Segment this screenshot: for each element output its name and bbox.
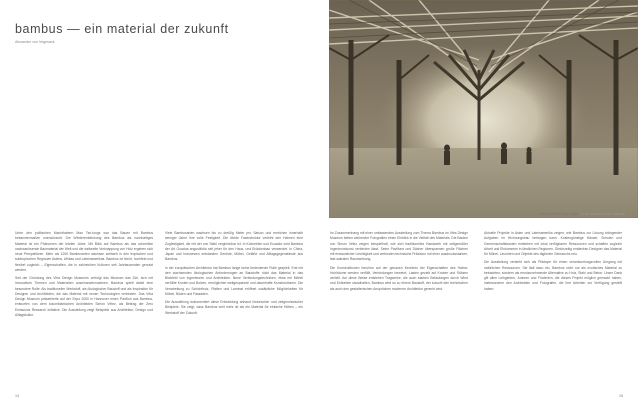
- author-byline: Alexander von Vegesack: [15, 40, 55, 44]
- paragraph: Aktuelle Projekte in Asien und Lateinamerika zeigen, wie Bambus zur Lösung drängender Aufgaben im Wohnungsbau beitragen kann. Kostengünstige Häuser, Schulen und Gemeinschaftsbauten entstehen mit lokal verfügbaren Ressourcen und schaffen zugleich Arbeit und Einkommen in ländlichen Regionen. Gleichzeitig entdecken Designer das Material für Möbel, Leuchten und Objekte des täglichen Gebrauchs neu.: [484, 231, 622, 256]
- bamboo-pavilion-photo: [329, 0, 638, 218]
- photo-credit: Credit: Alexandra von Vegesack: [579, 212, 625, 216]
- photo-caption: [540, 212, 625, 216]
- paragraph: Im Zusammenhang mit einer umfassenden Ausstellung zum Thema Bambus im Vitra Design Museum bieten zahlreiche Fotografien einen Einblick in die Vielfalt des Materials. Die Bauten von Simón Vélez zeigen beispielhaft, wie sich traditionelles Handwerk mit zeitgemäßer Ingenieurskunst verbinden lässt. Seine Pavillons und Dächer überspannen große Flächen mit erstaunlicher Leichtigkeit und verbinden technische Präzision mit einer ausdrucksstarken, fast sakralen Raumwirkung.: [330, 231, 468, 262]
- paragraph: In der europäischen Architektur hat Bambus lange keine bedeutende Rolle gespielt. Erst mit den wachsenden ökologischen Anforderungen an Baustoffe rückt das Material in das Blickfeld von Ingenieuren und Architekten. Neue Verbindungstechniken, etwa mit Mörtel verfüllte Knoten und Bolzen, ermöglichen weitgespannte und dauerhafte Konstruktionen. Die Verarbeitung zu Schichtholz, Platten und Laminat eröffnet zusätzliche Möglichkeiten für Möbel, Böden und Fassaden.: [165, 265, 303, 296]
- paragraph: Die Konstruktionen beruhen auf der genauen Kenntnis der Eigenschaften des Halms: Hohlräume werden verfüllt, Verbindungen bewehrt, Lasten gezielt auf Knoten und Stützen verteilt. Auf diese Weise entstehen Tragwerke, die auch starken Belastungen durch Wind und Erdbeben standhalten. Bambus wird so zu einem Baustoff, der sowohl den technischen als auch den gestalterischen Ansprüchen moderner Architektur gerecht wird.: [330, 265, 468, 291]
- page-number-left: 14: [15, 394, 19, 398]
- text-column-1: [15, 231, 153, 393]
- text-column-3: [330, 231, 468, 393]
- paragraph: Die Ausstellung dokumentiert diese Entwicklung anhand historischer und zeitgenössischer Beispiele. Sie zeigt, dass Bambus weit mehr ist als ein Material für einfache Hütten – ein Werkstoff der Zukunft.: [165, 300, 303, 315]
- paragraph: Seit der Gründung des Vitra Design Museums verfolgt das Museum das Ziel, sich mit innovativen Themen und Materialien auseinanderzusetzen. Bambus spielt dabei eine besondere Rolle: Als traditioneller Werkstoff, als ökologischer Baustoff und als Inspiration für Designer und Architekten, die das Material mit neuen Technologien verbinden. Das Vitra Design Museum präsentierte auf der Expo 2000 in Hannover einen Pavillon aus Bambus, entworfen von dem kolumbianischen Architekten Simón Vélez, als Beitrag der Zero Emissions Research Initiative. Die Ausstellung zeigt Beispiele aus Architektur, Design und Alltagskultur.: [15, 276, 153, 317]
- paragraph: Unter den politischen Machthabern Mao Tse-tungs war das Bauen mit Bambus bekanntermaßen unerwünscht. Die Wiederentdeckung des Bambus als nachhaltiges Material ist ein Phänomen der letzten Jahre. Mit Blick auf Bambus als das schnellste nachwachsende Baumaterial der Welt und die weltweite Verknappung von Holz ergeben sich neue Perspektiven. Mehr als 1200 Bambusarten wachsen weltweit in den tropischen und subtropischen Regionen Asiens, Afrikas und Lateinamerikas. Bambus ist leicht, hochfest und flexibel zugleich – Eigenschaften, die in zahlreichen Kulturen seit Jahrtausenden genutzt werden.: [15, 231, 153, 272]
- paragraph: Viele Bambusarten wachsen bis zu dreißig Meter pro Saison und erreichen innerhalb weniger Jahre ihre volle Festigkeit. Die dichte Faserstruktur verleiht den Halmen eine Zugfestigkeit, die mit der von Stahl vergleichbar ist. In Kolumbien und Ecuador wird Bambus der Art Guadua angustifolia seit jeher für den Haus- und Brückenbau verwendet. In China, Japan und Indonesien entstanden Gerüste, Möbel, Gefäße und Alltagsgegenstände aus Bambus.: [165, 231, 303, 262]
- text-column-4: [484, 231, 622, 393]
- text-column-2: [165, 231, 303, 393]
- article-title: bambus — ein material der zukunft: [15, 22, 229, 36]
- right-page: [319, 0, 638, 406]
- page-number-right: 15: [619, 394, 623, 398]
- caption-title: Gomez Chace Hous Length: [539, 212, 579, 216]
- paragraph: Die Ausstellung versteht sich als Plädoyer für einen verantwortungsvollen Umgang mit natürlichen Ressourcen. Sie lädt dazu ein, Bambus nicht nur als exotisches Material zu betrachten, sondern als ernstzunehmende Alternative zu Holz, Stahl und Beton. Unser Dank gilt allen Leihgebern, Autoren und Förderern, die dieses Projekt möglich gemacht haben, insbesondere den Architekten und Fotografen, die ihre Arbeiten zur Verfügung gestellt haben.: [484, 260, 622, 291]
